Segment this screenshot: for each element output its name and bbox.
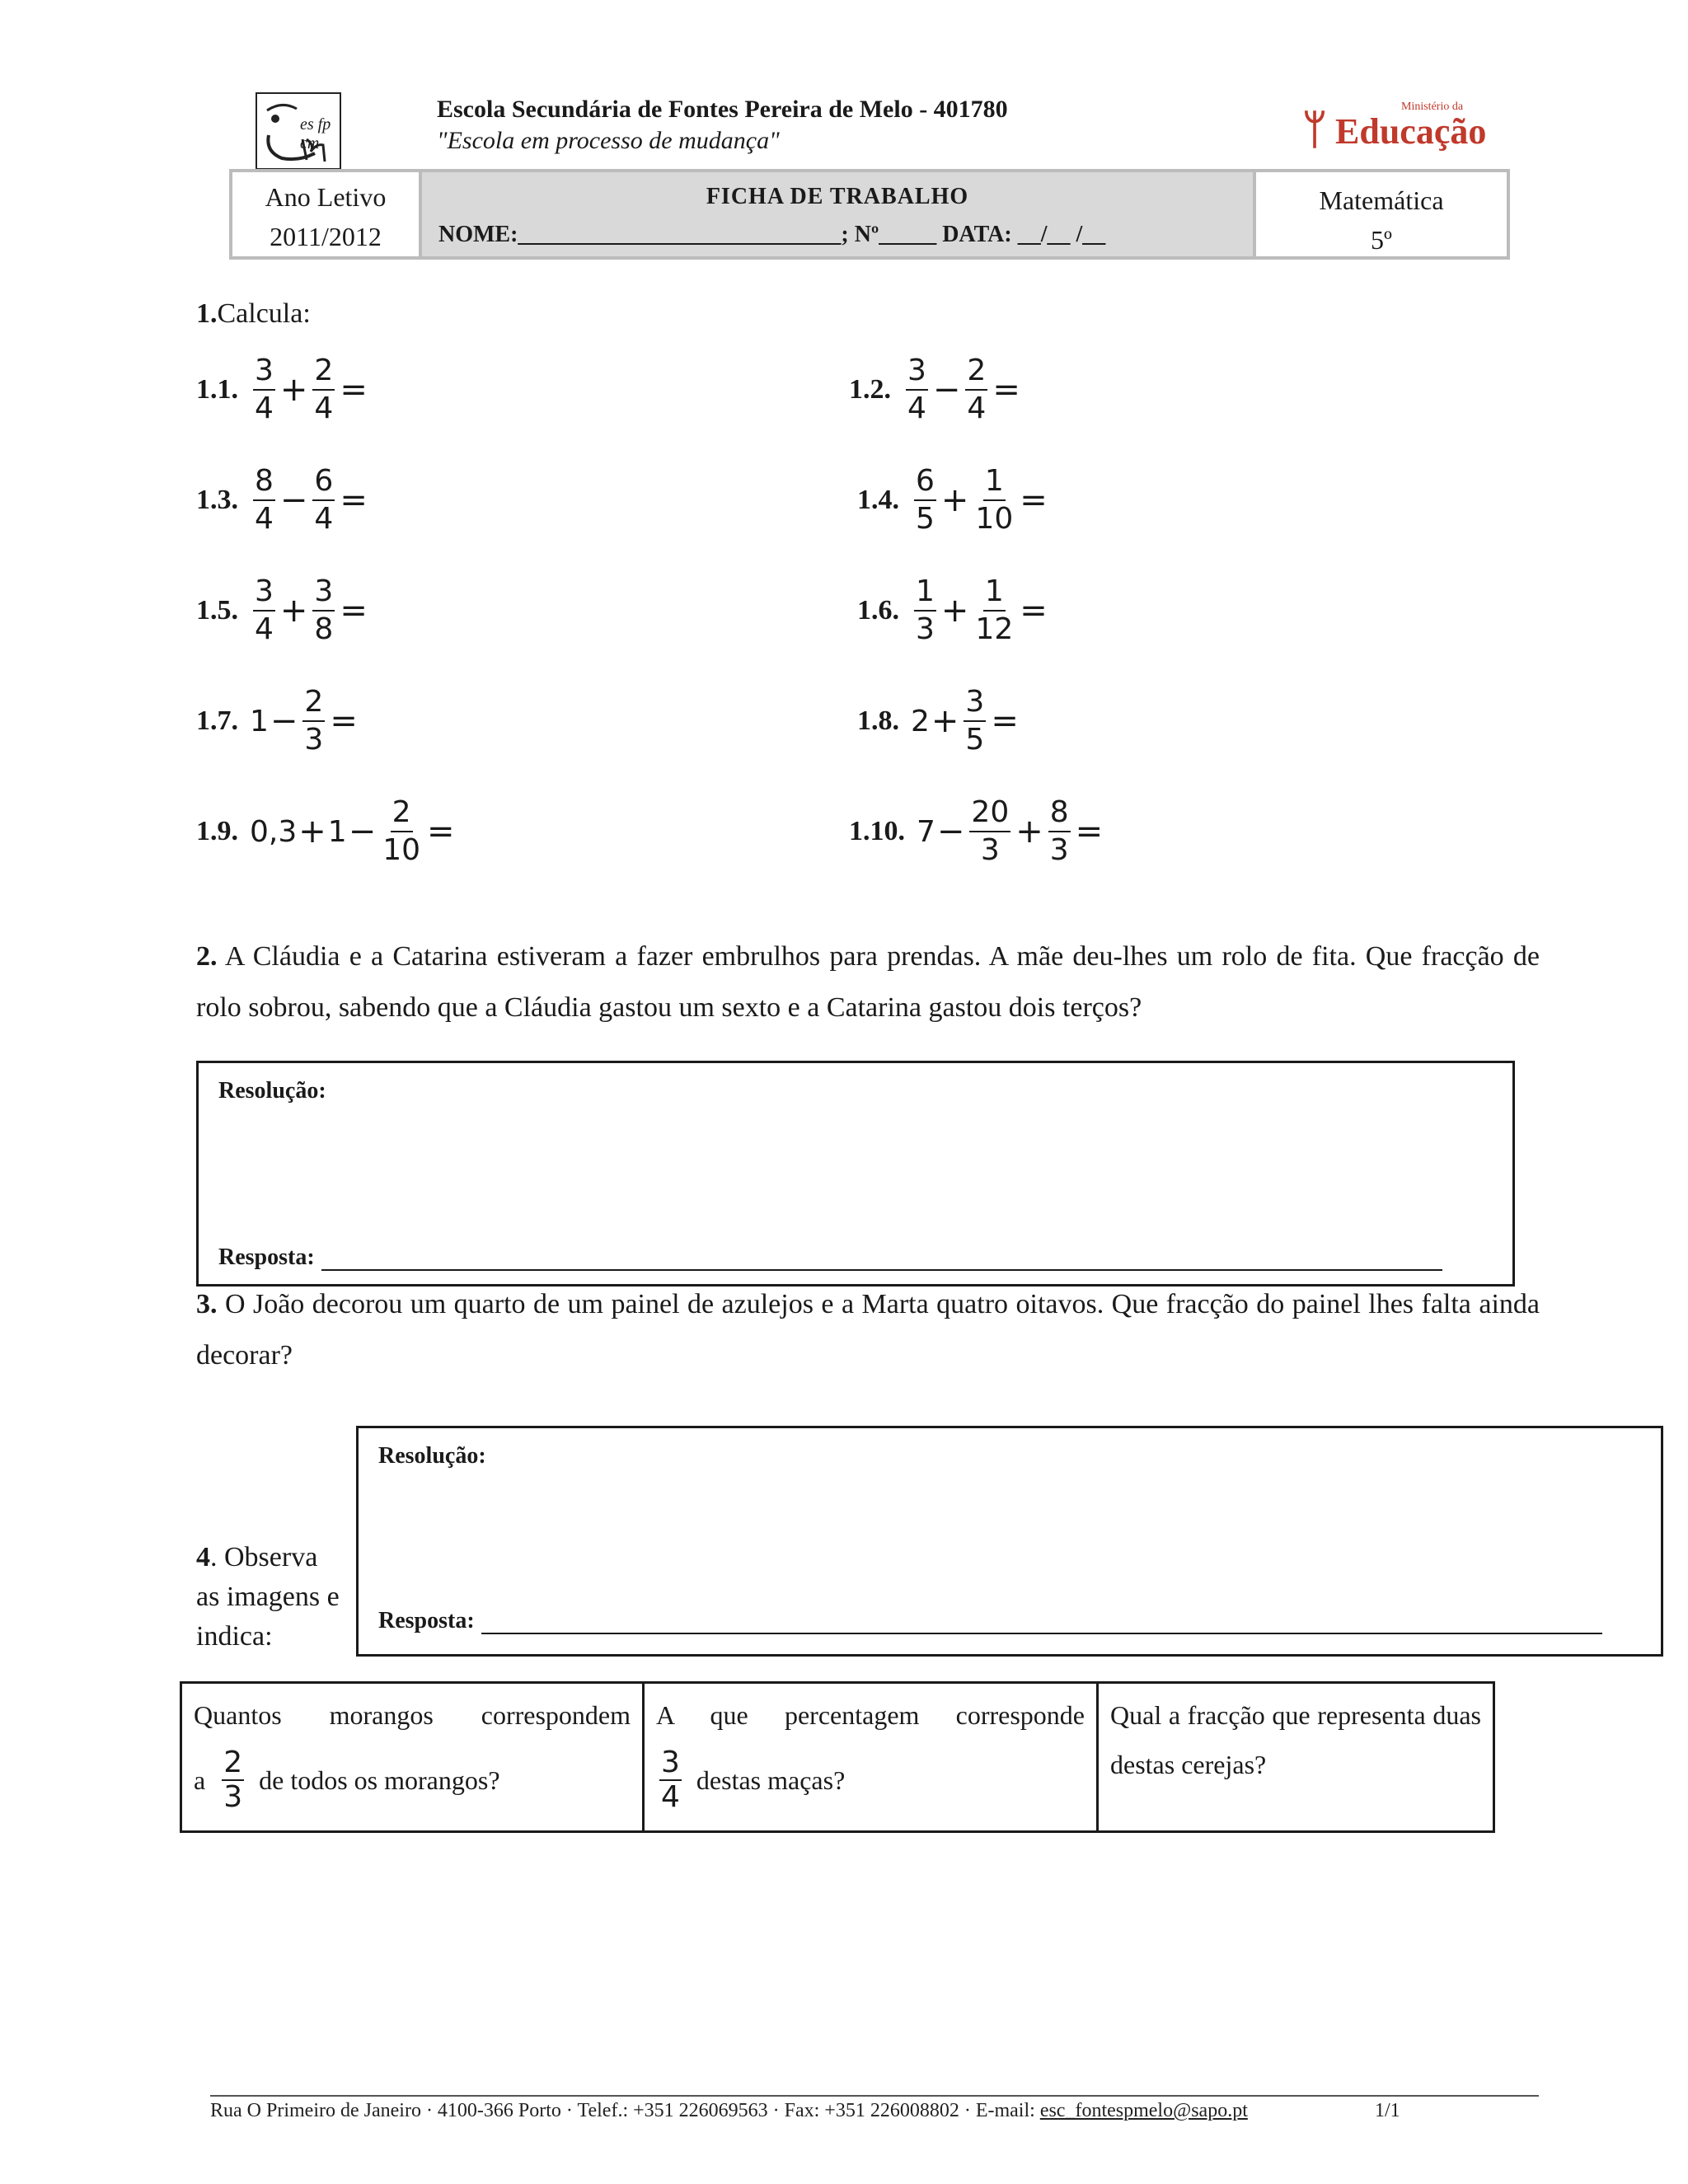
- exercise-1-7: [196, 684, 359, 758]
- operator: +: [940, 592, 969, 630]
- operator: +: [1015, 813, 1043, 851]
- ano-letivo-label: Ano Letivo: [265, 182, 387, 212]
- ministry-big-text: Educação: [1335, 111, 1487, 152]
- q2-text: [196, 931, 1540, 1033]
- q2-answer-box[interactable]: [196, 1061, 1515, 1286]
- operator: −: [936, 813, 965, 851]
- ministry-small-text: Ministério da: [1401, 101, 1464, 113]
- numerator: 2: [391, 794, 413, 832]
- resposta-label-text: Resposta:: [218, 1244, 315, 1270]
- denominator: 5: [965, 723, 985, 757]
- fraction: [906, 353, 928, 427]
- numerator: 2: [965, 353, 987, 391]
- numerator: 3: [906, 353, 928, 391]
- q2-statement: A Cláudia e a Catarina estiveram a fazer embrulhos para prendas. A mãe deu-lhes um rolo de fita. Que fracção de rolo sobrou, sabendo que a Cláudia gastou um sexto e a Catarina gastou dois terços?: [196, 941, 1540, 1023]
- numerator: 1: [983, 574, 1006, 612]
- school-name: Escola Secundária de Fontes Pereira de Melo - 401780: [437, 96, 1008, 123]
- fraction: [973, 463, 1015, 537]
- whole-number: 1: [250, 704, 269, 738]
- whole-number: 2: [911, 704, 930, 738]
- denominator: 4: [255, 612, 274, 646]
- exercise-1-5: [196, 574, 369, 648]
- q4-number: 4: [196, 1542, 210, 1572]
- denominator: 3: [916, 612, 935, 646]
- fraction: [969, 794, 1010, 869]
- footer-divider: [210, 2095, 1539, 2097]
- numerator: 6: [312, 463, 335, 501]
- exercise-1-6: [857, 574, 1049, 648]
- fraction: [302, 684, 325, 758]
- exercise-number: 1.4.: [857, 485, 899, 515]
- denominator: 4: [907, 391, 926, 425]
- school-logo: [256, 92, 341, 170]
- exercise-number: 1.3.: [196, 485, 238, 515]
- decimal-number: 0,3: [250, 814, 298, 849]
- q4-col1-pre: a: [194, 1765, 206, 1795]
- fraction: [253, 574, 275, 648]
- q3-text: [196, 1279, 1540, 1381]
- denominator: 10: [382, 833, 421, 867]
- numerator: 8: [1048, 794, 1071, 832]
- numerator: 3: [253, 353, 275, 391]
- numerator: 3: [661, 1746, 680, 1779]
- numerator: 3: [312, 574, 335, 612]
- fraction: [312, 463, 335, 537]
- footer-email-link[interactable]: esc_fontespmelo@sapo.pt: [1039, 2100, 1248, 2121]
- denominator: 3: [1049, 833, 1069, 867]
- fraction: [965, 353, 987, 427]
- fraction: [914, 574, 936, 648]
- q4-statement: . Observa as imagens e indica:: [196, 1542, 340, 1652]
- equals-sign: =: [330, 702, 358, 740]
- subject-cell: [1253, 169, 1510, 260]
- denominator: 3: [304, 723, 324, 757]
- q3-number: 3.: [196, 1289, 218, 1319]
- q4-col1-question: [194, 1746, 631, 1814]
- denominator: 4: [314, 391, 334, 425]
- exercise-1-10: [849, 794, 1104, 869]
- numerator: 3: [253, 574, 275, 612]
- q4-table: [180, 1681, 1495, 1833]
- equals-sign: =: [991, 702, 1019, 740]
- numerator: 3: [964, 684, 986, 722]
- grade: 5º: [1371, 225, 1392, 255]
- exercise-number: 1.6.: [857, 595, 899, 626]
- numerator: 2: [302, 684, 325, 722]
- numerator: 20: [969, 794, 1010, 832]
- ano-letivo-value: 2011/2012: [270, 222, 382, 251]
- exercise-number: 1.8.: [857, 705, 899, 736]
- q4-cell-cherries: [1098, 1683, 1494, 1832]
- operator: −: [270, 702, 298, 740]
- answer-line[interactable]: [321, 1269, 1442, 1271]
- equals-sign: =: [1075, 813, 1104, 851]
- exercise-number: 1.5.: [196, 595, 238, 626]
- operator: +: [279, 592, 308, 630]
- exercise-1-9: [196, 794, 457, 869]
- fraction: [253, 353, 275, 427]
- footer-address: [210, 2100, 1248, 2122]
- denominator: 12: [975, 612, 1014, 646]
- exercise-1-4: [857, 463, 1049, 537]
- q4-cell-apples: [644, 1683, 1098, 1832]
- operator: −: [279, 481, 308, 519]
- resposta-label: [218, 1244, 1442, 1271]
- exercise-number: 1.7.: [196, 705, 238, 736]
- q3-statement: O João decorou um quarto de um painel de azulejos e a Marta quatro oitavos. Que fracção do painel lhes falta ainda decorar?: [196, 1289, 1540, 1371]
- ano-letivo-cell: [229, 169, 422, 260]
- fraction: [312, 353, 335, 427]
- resolucao-label: Resolução:: [378, 1443, 486, 1469]
- denominator: 8: [314, 612, 334, 646]
- numerator: 2: [312, 353, 335, 391]
- fraction: [964, 684, 986, 758]
- subject-name: Matemática: [1319, 185, 1444, 215]
- equals-sign: =: [427, 813, 455, 851]
- school-motto: "Escola em processo de mudança": [437, 127, 780, 154]
- nome-line: NOME:____________________________; Nº_____ DATA: __/__ /__: [438, 222, 1106, 247]
- exercise-1-1: [196, 353, 369, 427]
- fraction: [253, 463, 275, 537]
- exercise-number: 1.10.: [849, 816, 905, 846]
- denominator: 3: [223, 1780, 243, 1814]
- denominator: 4: [255, 391, 274, 425]
- operator: +: [298, 813, 326, 851]
- operator: +: [931, 702, 959, 740]
- resolucao-label: Resolução:: [218, 1078, 326, 1104]
- ministry-logo: [1302, 101, 1487, 153]
- equals-sign: =: [340, 481, 368, 519]
- q4-cell-strawberries: [181, 1683, 644, 1832]
- q4-col2-text: A que percentagem corresponde: [656, 1700, 1085, 1730]
- denominator: 10: [975, 502, 1014, 536]
- q4-col1-text: Quantos morangos correspondem: [194, 1700, 631, 1730]
- fraction: [381, 794, 422, 869]
- ministry-mark-icon: ᛘ: [1302, 106, 1327, 152]
- operator: −: [348, 813, 377, 851]
- equals-sign: =: [340, 592, 368, 630]
- q4-col2-question: [656, 1746, 1085, 1814]
- denominator: 3: [980, 833, 1000, 867]
- exercise-number: 1.1.: [196, 374, 238, 405]
- page-number: 1/1: [1375, 2100, 1400, 2121]
- exercise-1-8: [857, 684, 1020, 758]
- equals-sign: =: [1020, 592, 1048, 630]
- denominator: 5: [916, 502, 935, 536]
- ficha-cell: [419, 169, 1256, 260]
- fraction: [973, 574, 1015, 648]
- q4-text: [196, 1538, 345, 1657]
- answer-line[interactable]: [481, 1633, 1602, 1634]
- numerator: 8: [253, 463, 275, 501]
- operator: +: [940, 481, 969, 519]
- exercise-number: 1.9.: [196, 816, 238, 846]
- exercise-1-3: [196, 463, 369, 537]
- q3-answer-box[interactable]: [356, 1426, 1663, 1657]
- q1-title: [196, 298, 311, 330]
- q1-title-text: Calcula:: [217, 298, 311, 329]
- equals-sign: =: [992, 371, 1020, 409]
- footer-address-text: Rua O Primeiro de Janeiro · 4100-366 Porto · Telef.: +351 226069563 · Fax: +351 226008802 · E-mail:: [210, 2100, 1040, 2121]
- numerator: 1: [914, 574, 936, 612]
- resposta-label-text: Resposta:: [378, 1608, 475, 1633]
- denominator: 4: [255, 502, 274, 536]
- denominator: 4: [661, 1780, 680, 1814]
- numerator: 6: [914, 463, 936, 501]
- exercise-number: 1.2.: [849, 374, 891, 405]
- fraction: [1048, 794, 1071, 869]
- q2-number: 2.: [196, 941, 218, 972]
- numerator: 2: [223, 1746, 243, 1779]
- q4-col1-post: de todos os morangos?: [259, 1765, 500, 1795]
- ficha-title: FICHA DE TRABALHO: [706, 184, 969, 209]
- numerator: 1: [983, 463, 1006, 501]
- equals-sign: =: [340, 371, 368, 409]
- operator: −: [932, 371, 961, 409]
- operator: +: [279, 371, 308, 409]
- logo-text: es fp cm: [300, 115, 331, 152]
- denominator: 4: [314, 502, 334, 536]
- whole-number: 7: [917, 814, 935, 849]
- exercise-1-2: [849, 353, 1022, 427]
- fraction: [222, 1746, 244, 1814]
- fraction: [914, 463, 936, 537]
- q4-col3-text: Qual a fracção que representa duas destas cerejas?: [1110, 1700, 1481, 1779]
- q4-col2-post: destas maças?: [696, 1765, 846, 1795]
- q1-number: 1.: [196, 298, 218, 329]
- fraction: [659, 1746, 682, 1814]
- denominator: 4: [967, 391, 987, 425]
- equals-sign: =: [1020, 481, 1048, 519]
- fraction: [312, 574, 335, 648]
- whole-number: 1: [327, 814, 347, 849]
- resposta-label: [378, 1608, 1602, 1634]
